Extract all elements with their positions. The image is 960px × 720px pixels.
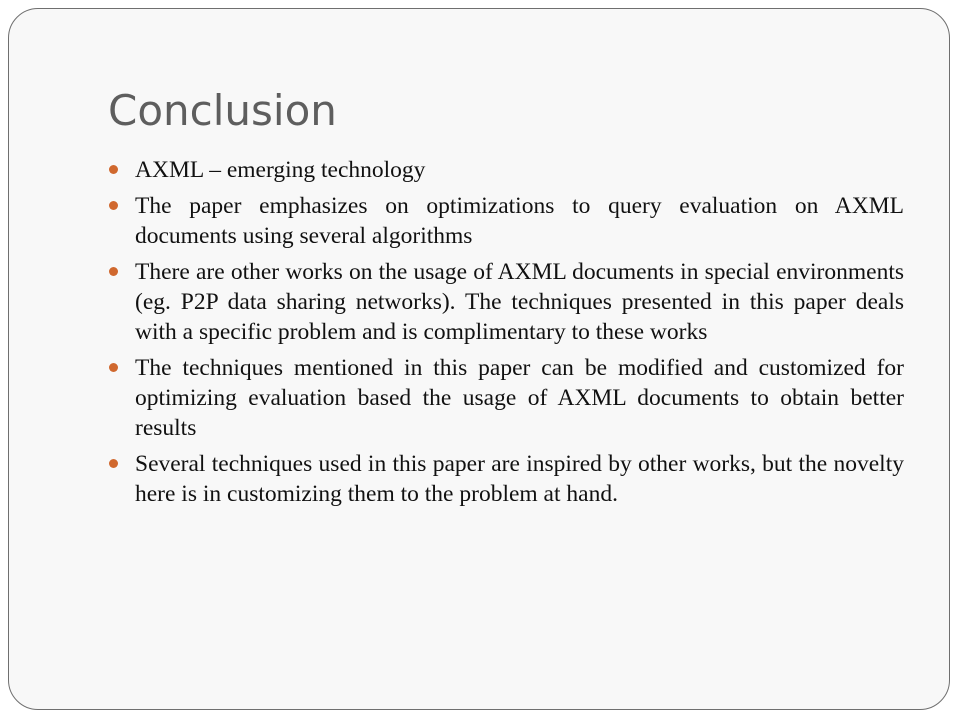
slide-title: Conclusion (108, 86, 337, 135)
bullet-item (106, 257, 904, 347)
bullet-text: The paper emphasizes on optimizations to query evaluation on AXML documents using several algorithms (135, 193, 904, 249)
bullet-dot-icon (109, 201, 118, 210)
bullet-text: AXML – emerging technology (135, 157, 426, 183)
bullet-dot-icon (109, 459, 118, 468)
bullet-item (106, 353, 904, 443)
bullet-dot-icon (109, 165, 118, 174)
bullet-item (106, 155, 904, 185)
bullet-item (106, 191, 904, 251)
bullet-item (106, 449, 904, 509)
bullet-text: There are other works on the usage of AXML documents in special environments (eg. P2P data sharing networks). The techniques presented in this paper deals with a specific problem and is complimentary to these works (135, 259, 904, 345)
bullet-text: The techniques mentioned in this paper can be modified and customized for optimizing evaluation based the usage of AXML documents to obtain better results (135, 355, 904, 441)
bullet-dot-icon (109, 363, 118, 372)
bullet-list (106, 155, 904, 515)
bullet-dot-icon (109, 267, 118, 276)
bullet-text: Several techniques used in this paper are inspired by other works, but the novelty here is in customizing them to the problem at hand. (135, 451, 904, 507)
